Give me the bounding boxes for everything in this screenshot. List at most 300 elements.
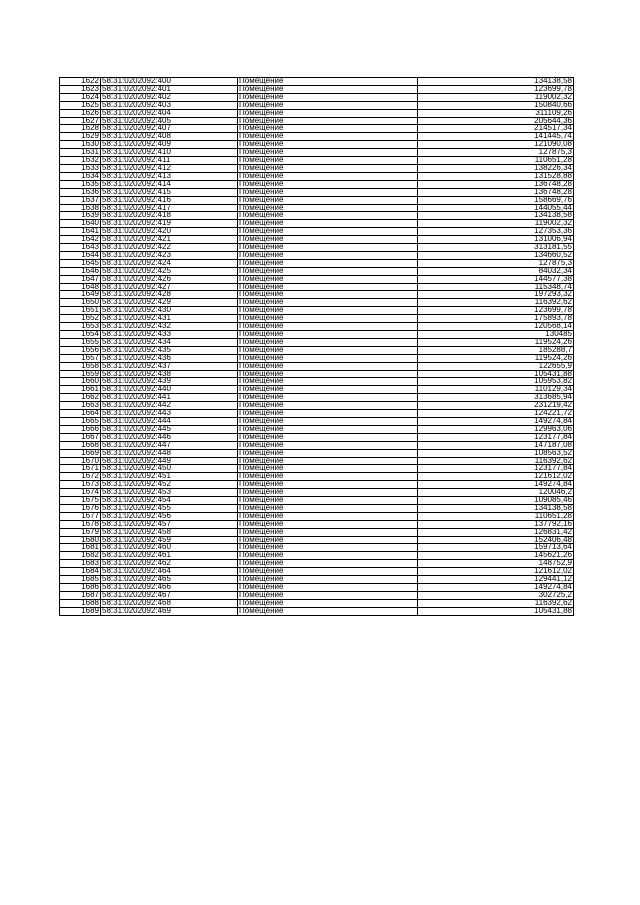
- table-row: [60, 141, 574, 149]
- cadastral-value-cell: 136748,28: [418, 188, 574, 196]
- cadastral-number-cell: 58:31:0202092:469: [101, 607, 238, 615]
- row-number-cell: 1666: [60, 425, 101, 433]
- table-row: [60, 497, 574, 505]
- cadastral-number-cell: 58:31:0202092:421: [101, 236, 238, 244]
- cadastral-value-cell: 109085,46: [418, 497, 574, 505]
- table-row: [60, 117, 574, 125]
- object-type-cell: Помещение: [238, 180, 418, 188]
- row-number-cell: 1649: [60, 291, 101, 299]
- cadastral-number-cell: 58:31:0202092:425: [101, 267, 238, 275]
- row-number-cell: 1674: [60, 489, 101, 497]
- object-type-cell: Помещение: [238, 307, 418, 315]
- cadastral-value-cell: 124221,72: [418, 410, 574, 418]
- row-number-cell: 1635: [60, 180, 101, 188]
- row-number-cell: 1626: [60, 109, 101, 117]
- table-row: [60, 410, 574, 418]
- cadastral-value-cell: 119002,32: [418, 93, 574, 101]
- table-row: [60, 465, 574, 473]
- object-type-cell: Помещение: [238, 323, 418, 331]
- table-row: [60, 520, 574, 528]
- cadastral-number-cell: 58:31:0202092:449: [101, 457, 238, 465]
- row-number-cell: 1632: [60, 157, 101, 165]
- table-row: [60, 228, 574, 236]
- object-type-cell: Помещение: [238, 354, 418, 362]
- cadastral-number-cell: 58:31:0202092:468: [101, 599, 238, 607]
- cadastral-value-cell: 159713,64: [418, 544, 574, 552]
- row-number-cell: 1671: [60, 465, 101, 473]
- cadastral-number-cell: 58:31:0202092:440: [101, 386, 238, 394]
- cadastral-number-cell: 58:31:0202092:454: [101, 497, 238, 505]
- object-type-cell: Помещение: [238, 315, 418, 323]
- cadastral-value-cell: 116392,62: [418, 299, 574, 307]
- cadastral-number-cell: 58:31:0202092:417: [101, 204, 238, 212]
- cadastral-number-cell: 58:31:0202092:453: [101, 489, 238, 497]
- cadastral-value-cell: 120046,2: [418, 489, 574, 497]
- table-row: [60, 457, 574, 465]
- object-type-cell: Помещение: [238, 331, 418, 339]
- cadastral-number-cell: 58:31:0202092:435: [101, 346, 238, 354]
- cadastral-value-cell: 313181,55: [418, 244, 574, 252]
- object-type-cell: Помещение: [238, 568, 418, 576]
- cadastral-number-cell: 58:31:0202092:458: [101, 528, 238, 536]
- cadastral-number-cell: 58:31:0202092:400: [101, 78, 238, 86]
- object-type-cell: Помещение: [238, 410, 418, 418]
- table-row: [60, 236, 574, 244]
- object-type-cell: Помещение: [238, 489, 418, 497]
- cadastral-number-cell: 58:31:0202092:405: [101, 117, 238, 125]
- table-row: [60, 331, 574, 339]
- row-number-cell: 1648: [60, 283, 101, 291]
- row-number-cell: 1647: [60, 275, 101, 283]
- cadastral-number-cell: 58:31:0202092:432: [101, 323, 238, 331]
- row-number-cell: 1679: [60, 528, 101, 536]
- object-type-cell: Помещение: [238, 267, 418, 275]
- row-number-cell: 1661: [60, 386, 101, 394]
- table-row: [60, 149, 574, 157]
- row-number-cell: 1643: [60, 244, 101, 252]
- cadastral-value-cell: 115348,74: [418, 283, 574, 291]
- cadastral-value-cell: 123177,84: [418, 465, 574, 473]
- cadastral-number-cell: 58:31:0202092:447: [101, 441, 238, 449]
- row-number-cell: 1667: [60, 433, 101, 441]
- cadastral-value-cell: 205644,36: [418, 117, 574, 125]
- row-number-cell: 1672: [60, 473, 101, 481]
- row-number-cell: 1636: [60, 188, 101, 196]
- cadastral-value-cell: 144577,38: [418, 275, 574, 283]
- object-type-cell: Помещение: [238, 465, 418, 473]
- table-row: [60, 552, 574, 560]
- cadastral-value-cell: 123699,78: [418, 307, 574, 315]
- row-number-cell: 1639: [60, 212, 101, 220]
- cadastral-number-cell: 58:31:0202092:436: [101, 354, 238, 362]
- cadastral-number-cell: 58:31:0202092:459: [101, 536, 238, 544]
- table-row: [60, 291, 574, 299]
- table-row: [60, 93, 574, 101]
- table-row: [60, 544, 574, 552]
- table-row: [60, 220, 574, 228]
- table-row: [60, 267, 574, 275]
- row-number-cell: 1663: [60, 402, 101, 410]
- cadastral-value-cell: 147187,08: [418, 441, 574, 449]
- row-number-cell: 1646: [60, 267, 101, 275]
- table-row: [60, 346, 574, 354]
- row-number-cell: 1628: [60, 125, 101, 133]
- cadastral-value-cell: 231219,42: [418, 402, 574, 410]
- object-type-cell: Помещение: [238, 212, 418, 220]
- cadastral-number-cell: 58:31:0202092:408: [101, 133, 238, 141]
- cadastral-number-cell: 58:31:0202092:466: [101, 584, 238, 592]
- object-type-cell: Помещение: [238, 536, 418, 544]
- table-row: [60, 481, 574, 489]
- row-number-cell: 1631: [60, 149, 101, 157]
- cadastral-table: [59, 77, 574, 616]
- cadastral-number-cell: 58:31:0202092:448: [101, 449, 238, 457]
- row-number-cell: 1660: [60, 378, 101, 386]
- cadastral-number-cell: 58:31:0202092:431: [101, 315, 238, 323]
- cadastral-value-cell: 119002,32: [418, 220, 574, 228]
- cadastral-number-cell: 58:31:0202092:404: [101, 109, 238, 117]
- row-number-cell: 1680: [60, 536, 101, 544]
- cadastral-value-cell: 116392,62: [418, 599, 574, 607]
- table-row: [60, 307, 574, 315]
- cadastral-number-cell: 58:31:0202092:429: [101, 299, 238, 307]
- cadastral-number-cell: 58:31:0202092:424: [101, 259, 238, 267]
- table-row: [60, 386, 574, 394]
- table-row: [60, 489, 574, 497]
- table-row: [60, 362, 574, 370]
- cadastral-number-cell: 58:31:0202092:442: [101, 402, 238, 410]
- cadastral-value-cell: 313685,94: [418, 394, 574, 402]
- cadastral-value-cell: 148752,9: [418, 560, 574, 568]
- table-row: [60, 536, 574, 544]
- cadastral-value-cell: 120568,14: [418, 323, 574, 331]
- cadastral-number-cell: 58:31:0202092:445: [101, 425, 238, 433]
- cadastral-number-cell: 58:31:0202092:455: [101, 504, 238, 512]
- table-row: [60, 212, 574, 220]
- cadastral-value-cell: 121612,02: [418, 473, 574, 481]
- table-body: [60, 78, 574, 616]
- object-type-cell: Помещение: [238, 204, 418, 212]
- cadastral-number-cell: 58:31:0202092:465: [101, 576, 238, 584]
- table-row: [60, 85, 574, 93]
- cadastral-value-cell: 302725,2: [418, 591, 574, 599]
- cadastral-value-cell: 214517,34: [418, 125, 574, 133]
- cadastral-number-cell: 58:31:0202092:427: [101, 283, 238, 291]
- row-number-cell: 1623: [60, 85, 101, 93]
- cadastral-value-cell: 126831,42: [418, 528, 574, 536]
- table-row: [60, 180, 574, 188]
- cadastral-number-cell: 58:31:0202092:420: [101, 228, 238, 236]
- cadastral-value-cell: 121612,02: [418, 568, 574, 576]
- object-type-cell: Помещение: [238, 133, 418, 141]
- table-row: [60, 473, 574, 481]
- object-type-cell: Помещение: [238, 520, 418, 528]
- object-type-cell: Помещение: [238, 607, 418, 615]
- row-number-cell: 1669: [60, 449, 101, 457]
- cadastral-value-cell: 185288,7: [418, 346, 574, 354]
- table-row: [60, 417, 574, 425]
- row-number-cell: 1682: [60, 552, 101, 560]
- cadastral-value-cell: 119524,26: [418, 354, 574, 362]
- cadastral-value-cell: 197293,32: [418, 291, 574, 299]
- table-row: [60, 283, 574, 291]
- object-type-cell: Помещение: [238, 109, 418, 117]
- cadastral-value-cell: 150840,66: [418, 101, 574, 109]
- table-row: [60, 441, 574, 449]
- object-type-cell: Помещение: [238, 283, 418, 291]
- cadastral-value-cell: 141445,74: [418, 133, 574, 141]
- row-number-cell: 1688: [60, 599, 101, 607]
- table-row: [60, 157, 574, 165]
- object-type-cell: Помещение: [238, 93, 418, 101]
- cadastral-value-cell: 105953,82: [418, 378, 574, 386]
- object-type-cell: Помещение: [238, 228, 418, 236]
- cadastral-number-cell: 58:31:0202092:443: [101, 410, 238, 418]
- cadastral-value-cell: 134138,58: [418, 504, 574, 512]
- object-type-cell: Помещение: [238, 196, 418, 204]
- row-number-cell: 1681: [60, 544, 101, 552]
- object-type-cell: Помещение: [238, 291, 418, 299]
- object-type-cell: Помещение: [238, 101, 418, 109]
- cadastral-number-cell: 58:31:0202092:410: [101, 149, 238, 157]
- cadastral-number-cell: 58:31:0202092:422: [101, 244, 238, 252]
- cadastral-number-cell: 58:31:0202092:403: [101, 101, 238, 109]
- object-type-cell: Помещение: [238, 497, 418, 505]
- table-row: [60, 449, 574, 457]
- cadastral-number-cell: 58:31:0202092:433: [101, 331, 238, 339]
- cadastral-value-cell: 134138,58: [418, 78, 574, 86]
- cadastral-number-cell: 58:31:0202092:416: [101, 196, 238, 204]
- object-type-cell: Помещение: [238, 504, 418, 512]
- cadastral-value-cell: 127875,3: [418, 149, 574, 157]
- row-number-cell: 1640: [60, 220, 101, 228]
- cadastral-number-cell: 58:31:0202092:460: [101, 544, 238, 552]
- object-type-cell: Помещение: [238, 378, 418, 386]
- object-type-cell: Помещение: [238, 591, 418, 599]
- table-row: [60, 251, 574, 259]
- cadastral-value-cell: 149274,84: [418, 584, 574, 592]
- table-row: [60, 196, 574, 204]
- row-number-cell: 1642: [60, 236, 101, 244]
- cadastral-value-cell: 149274,84: [418, 417, 574, 425]
- row-number-cell: 1625: [60, 101, 101, 109]
- object-type-cell: Помещение: [238, 157, 418, 165]
- cadastral-number-cell: 58:31:0202092:402: [101, 93, 238, 101]
- table-row: [60, 323, 574, 331]
- table-row: [60, 354, 574, 362]
- row-number-cell: 1665: [60, 417, 101, 425]
- cadastral-value-cell: 123177,84: [418, 433, 574, 441]
- cadastral-value-cell: 127875,3: [418, 259, 574, 267]
- object-type-cell: Помещение: [238, 457, 418, 465]
- table-row: [60, 576, 574, 584]
- table-row: [60, 568, 574, 576]
- cadastral-number-cell: 58:31:0202092:412: [101, 164, 238, 172]
- cadastral-number-cell: 58:31:0202092:401: [101, 85, 238, 93]
- object-type-cell: Помещение: [238, 188, 418, 196]
- cadastral-value-cell: 152406,48: [418, 536, 574, 544]
- cadastral-value-cell: 134138,58: [418, 212, 574, 220]
- cadastral-number-cell: 58:31:0202092:467: [101, 591, 238, 599]
- object-type-cell: Помещение: [238, 251, 418, 259]
- object-type-cell: Помещение: [238, 338, 418, 346]
- object-type-cell: Помещение: [238, 449, 418, 457]
- cadastral-number-cell: 58:31:0202092:461: [101, 552, 238, 560]
- cadastral-value-cell: 138226,34: [418, 164, 574, 172]
- row-number-cell: 1659: [60, 370, 101, 378]
- cadastral-number-cell: 58:31:0202092:437: [101, 362, 238, 370]
- cadastral-value-cell: 123699,78: [418, 85, 574, 93]
- cadastral-number-cell: 58:31:0202092:415: [101, 188, 238, 196]
- object-type-cell: Помещение: [238, 560, 418, 568]
- table-row: [60, 394, 574, 402]
- cadastral-number-cell: 58:31:0202092:451: [101, 473, 238, 481]
- row-number-cell: 1684: [60, 568, 101, 576]
- cadastral-number-cell: 58:31:0202092:452: [101, 481, 238, 489]
- cadastral-value-cell: 175893,78: [418, 315, 574, 323]
- cadastral-value-cell: 110651,28: [418, 157, 574, 165]
- cadastral-value-cell: 105431,88: [418, 607, 574, 615]
- table-row: [60, 560, 574, 568]
- cadastral-number-cell: 58:31:0202092:426: [101, 275, 238, 283]
- cadastral-number-cell: 58:31:0202092:457: [101, 520, 238, 528]
- cadastral-value-cell: 130485: [418, 331, 574, 339]
- table-row: [60, 591, 574, 599]
- cadastral-value-cell: 110651,28: [418, 512, 574, 520]
- object-type-cell: Помещение: [238, 552, 418, 560]
- object-type-cell: Помещение: [238, 433, 418, 441]
- object-type-cell: Помещение: [238, 346, 418, 354]
- table-row: [60, 204, 574, 212]
- table-row: [60, 259, 574, 267]
- row-number-cell: 1641: [60, 228, 101, 236]
- object-type-cell: Помещение: [238, 528, 418, 536]
- object-type-cell: Помещение: [238, 584, 418, 592]
- object-type-cell: Помещение: [238, 275, 418, 283]
- object-type-cell: Помещение: [238, 576, 418, 584]
- row-number-cell: 1658: [60, 362, 101, 370]
- cadastral-number-cell: 58:31:0202092:423: [101, 251, 238, 259]
- row-number-cell: 1633: [60, 164, 101, 172]
- row-number-cell: 1634: [60, 172, 101, 180]
- cadastral-value-cell: 311109,26: [418, 109, 574, 117]
- row-number-cell: 1676: [60, 504, 101, 512]
- table-row: [60, 109, 574, 117]
- cadastral-value-cell: 134660,52: [418, 251, 574, 259]
- object-type-cell: Помещение: [238, 244, 418, 252]
- object-type-cell: Помещение: [238, 220, 418, 228]
- row-number-cell: 1668: [60, 441, 101, 449]
- row-number-cell: 1673: [60, 481, 101, 489]
- cadastral-value-cell: 144055,44: [418, 204, 574, 212]
- table-row: [60, 402, 574, 410]
- object-type-cell: Помещение: [238, 599, 418, 607]
- row-number-cell: 1664: [60, 410, 101, 418]
- cadastral-number-cell: 58:31:0202092:456: [101, 512, 238, 520]
- table-row: [60, 504, 574, 512]
- table-row: [60, 425, 574, 433]
- table-row: [60, 244, 574, 252]
- object-type-cell: Помещение: [238, 473, 418, 481]
- object-type-cell: Помещение: [238, 370, 418, 378]
- cadastral-number-cell: 58:31:0202092:409: [101, 141, 238, 149]
- row-number-cell: 1653: [60, 323, 101, 331]
- object-type-cell: Помещение: [238, 402, 418, 410]
- row-number-cell: 1630: [60, 141, 101, 149]
- cadastral-value-cell: 137792,16: [418, 520, 574, 528]
- cadastral-value-cell: 105431,88: [418, 370, 574, 378]
- row-number-cell: 1654: [60, 331, 101, 339]
- row-number-cell: 1638: [60, 204, 101, 212]
- cadastral-number-cell: 58:31:0202092:438: [101, 370, 238, 378]
- row-number-cell: 1644: [60, 251, 101, 259]
- cadastral-value-cell: 131528,88: [418, 172, 574, 180]
- row-number-cell: 1624: [60, 93, 101, 101]
- cadastral-number-cell: 58:31:0202092:413: [101, 172, 238, 180]
- table-row: [60, 101, 574, 109]
- cadastral-value-cell: 127353,36: [418, 228, 574, 236]
- table-row: [60, 172, 574, 180]
- cadastral-value-cell: 129441,12: [418, 576, 574, 584]
- row-number-cell: 1629: [60, 133, 101, 141]
- table-row: [60, 378, 574, 386]
- object-type-cell: Помещение: [238, 386, 418, 394]
- object-type-cell: Помещение: [238, 481, 418, 489]
- row-number-cell: 1675: [60, 497, 101, 505]
- table-row: [60, 299, 574, 307]
- cadastral-number-cell: 58:31:0202092:414: [101, 180, 238, 188]
- row-number-cell: 1683: [60, 560, 101, 568]
- cadastral-number-cell: 58:31:0202092:462: [101, 560, 238, 568]
- table-row: [60, 599, 574, 607]
- object-type-cell: Помещение: [238, 299, 418, 307]
- table-row: [60, 188, 574, 196]
- row-number-cell: 1637: [60, 196, 101, 204]
- object-type-cell: Помещение: [238, 236, 418, 244]
- row-number-cell: 1677: [60, 512, 101, 520]
- row-number-cell: 1650: [60, 299, 101, 307]
- table-row: [60, 78, 574, 86]
- cadastral-number-cell: 58:31:0202092:411: [101, 157, 238, 165]
- cadastral-value-cell: 129963,06: [418, 425, 574, 433]
- row-number-cell: 1652: [60, 315, 101, 323]
- cadastral-value-cell: 122655,9: [418, 362, 574, 370]
- row-number-cell: 1627: [60, 117, 101, 125]
- cadastral-number-cell: 58:31:0202092:430: [101, 307, 238, 315]
- row-number-cell: 1622: [60, 78, 101, 86]
- object-type-cell: Помещение: [238, 544, 418, 552]
- object-type-cell: Помещение: [238, 417, 418, 425]
- table-row: [60, 338, 574, 346]
- cadastral-value-cell: 131006,94: [418, 236, 574, 244]
- object-type-cell: Помещение: [238, 259, 418, 267]
- table-row: [60, 164, 574, 172]
- table-row: [60, 315, 574, 323]
- cadastral-number-cell: 58:31:0202092:464: [101, 568, 238, 576]
- row-number-cell: 1670: [60, 457, 101, 465]
- cadastral-number-cell: 58:31:0202092:446: [101, 433, 238, 441]
- cadastral-value-cell: 116392,62: [418, 457, 574, 465]
- cadastral-number-cell: 58:31:0202092:434: [101, 338, 238, 346]
- cadastral-number-cell: 58:31:0202092:418: [101, 212, 238, 220]
- table-row: [60, 275, 574, 283]
- table-row: [60, 370, 574, 378]
- cadastral-value-cell: 110129,34: [418, 386, 574, 394]
- row-number-cell: 1687: [60, 591, 101, 599]
- table-row: [60, 512, 574, 520]
- object-type-cell: Помещение: [238, 149, 418, 157]
- object-type-cell: Помещение: [238, 164, 418, 172]
